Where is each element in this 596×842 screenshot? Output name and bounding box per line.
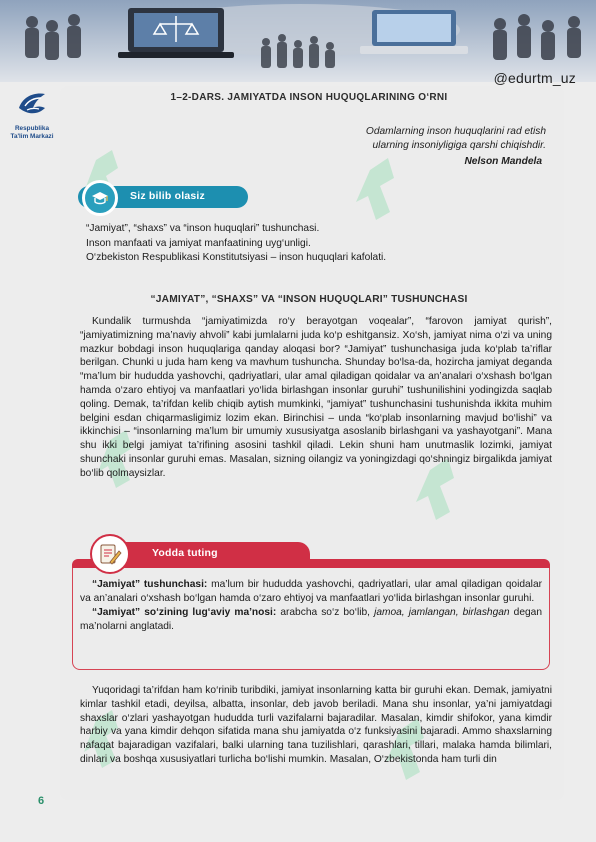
remember-label: Yodda tuting bbox=[152, 547, 218, 559]
page-number: 6 bbox=[38, 795, 45, 807]
paragraph-1: Kundalik turmushda “jamiyatimizda ro‘y berayotgan voqealar”, “farovon jamiyat qurish”, “jamiyatimizning ma’naviy ahvoli” kabi jumlalarni juda ko‘p eshitgansiz. Xo‘sh, jamiyat nima o‘zi va uning mazkur bobdagi inson huquqlariga qanday aloqasi bor? “Jamiyat” tushunchasiga juda ko‘plab ta’riflar berilgan. Chunki u juda ham keng va mavhum tushuncha. Shunday bo‘lsa-da, hozircha jamiyat deganda “ma’lum bir hududda yashovchi, qadriyatlari, ular amal qiladigan qoidalar va an’analari o‘xshash bo‘lgan hamda o‘zaro ehtiyoj va manfaatlari yo‘lida birlashgan insonlar guruhi” tushunilishini yodingizda saqlab qoling. Demak, ta’rifdan kelib chiqib aytish mumkinki, “jamiyat” tushunchasini tushunishda ikkita muhim belgini esdan chiqarmasligimiz lozim ekan. Birinchisi – unda “ko‘plab insonlarning mavjud bo‘lishi” va ikkinchisi – “insonlarning ma’lum bir umumiy xususiyatga asoslanib birlashgani va yashayotgani”. Mana shu ikki belgi jamiyat ta’rifining asosini tashkil qiladi. Lekin shuni ham unutmaslik lozimki, jamiyat shunchaki insonlar guruhi emas. Masalan, sizning oilangiz va yoningizdagi qo‘shningiz birgalikda jamiyat bo‘lib qolmaysizlar. bbox=[80, 316, 552, 479]
dove-logo-icon bbox=[15, 88, 49, 120]
publisher-logo bbox=[6, 88, 58, 140]
remember-header bbox=[100, 542, 310, 566]
definition-2 bbox=[80, 606, 542, 634]
paragraph-2: Yuqoridagi ta’rifdan ham ko‘rinib turibdiki, jamiyat insonlarning katta bir guruhi ekan. Demak, jamiyatni kimlar tashkil etadi, deyilsa, albatta, insonlar, deb javob beriladi. Mana shu insonlar, ya’ni jamiyatdagi shaxslar o‘zlari yashayotgan hududda turli vazifalarni bajaradilar. Masalan, kimdir shifokor, yana kimdir harbiy va yana kimdir dehqon sifatida mana shu jamiyatda o‘z funksiyasini bajaradi. Ammo shaxslarning nafaqat bajaradigan vazifalari, balki ularning tana tuzilishlari, qarashlari, tillari, malaka hamda bilimlari, dinlari va boshqa xususiyatlari turlicha bo‘lishi mumkin. Masalan, O‘zbekistonda ham turli din bbox=[80, 685, 552, 765]
graduation-cap-icon bbox=[91, 189, 109, 207]
social-handle: @edurtm_uz bbox=[493, 70, 576, 86]
learning-goal-item: O‘zbekiston Respublikasi Konstitutsiyasi – inson huquqlari kafolati. bbox=[86, 252, 387, 263]
logo-line-1: Respublika bbox=[14, 125, 50, 132]
notepad-pencil-icon bbox=[98, 542, 122, 566]
definition-2-body-a: arabcha so‘z bo‘lib, bbox=[276, 607, 375, 618]
epigraph-line-1: Odamlarning inson huquqlarini rad etish bbox=[365, 126, 546, 137]
logo-line-2: Ta'lim Markazi bbox=[10, 132, 54, 140]
remember-text bbox=[80, 578, 542, 634]
epigraph bbox=[226, 125, 546, 169]
lesson-title: 1–2-DARS. JAMIYATDA INSON HUQUQLARINING O‘RNI bbox=[170, 92, 448, 103]
epigraph-line-2: ularning insoniyligiga qarshi chiqishdir. bbox=[372, 140, 546, 151]
definition-2-body-b: degan ma’nolarni anglatadi. bbox=[80, 607, 542, 632]
definition-2-italic: jamoa, jamlangan, birlashgan bbox=[374, 607, 510, 618]
learning-goal-item: Inson manfaati va jamiyat manfaatining uyg‘unligi. bbox=[86, 237, 311, 249]
definition-1-body: ma’lum bir hududda yashovchi, qadriyatlari, ular amal qiladigan qoidalar va an’analari o‘xshash bo‘lgan hamda o‘zaro ehtiyoj va manfaatlari yo‘lida birlashgan insonlar guruhi. bbox=[80, 579, 542, 604]
definition-2-term: “Jamiyat” so‘zining lug‘aviy ma’nosi: bbox=[92, 607, 277, 618]
remember-badge bbox=[90, 534, 130, 574]
learning-goals-badge bbox=[82, 180, 118, 216]
definition-1-term: “Jamiyat” tushunchasi: bbox=[92, 579, 208, 590]
definition-1 bbox=[80, 578, 542, 606]
learning-goals-list bbox=[86, 222, 546, 266]
learning-goal-item: “Jamiyat”, “shaxs” va “inson huquqlari” tushunchasi. bbox=[86, 223, 320, 234]
epigraph-author: Nelson Mandela bbox=[464, 156, 542, 167]
section-title: “JAMIYAT”, “SHAXS” VA “INSON HUQUQLARI” TUSHUNCHASI bbox=[150, 294, 468, 305]
learning-goals-label: Siz bilib olasiz bbox=[130, 190, 205, 202]
